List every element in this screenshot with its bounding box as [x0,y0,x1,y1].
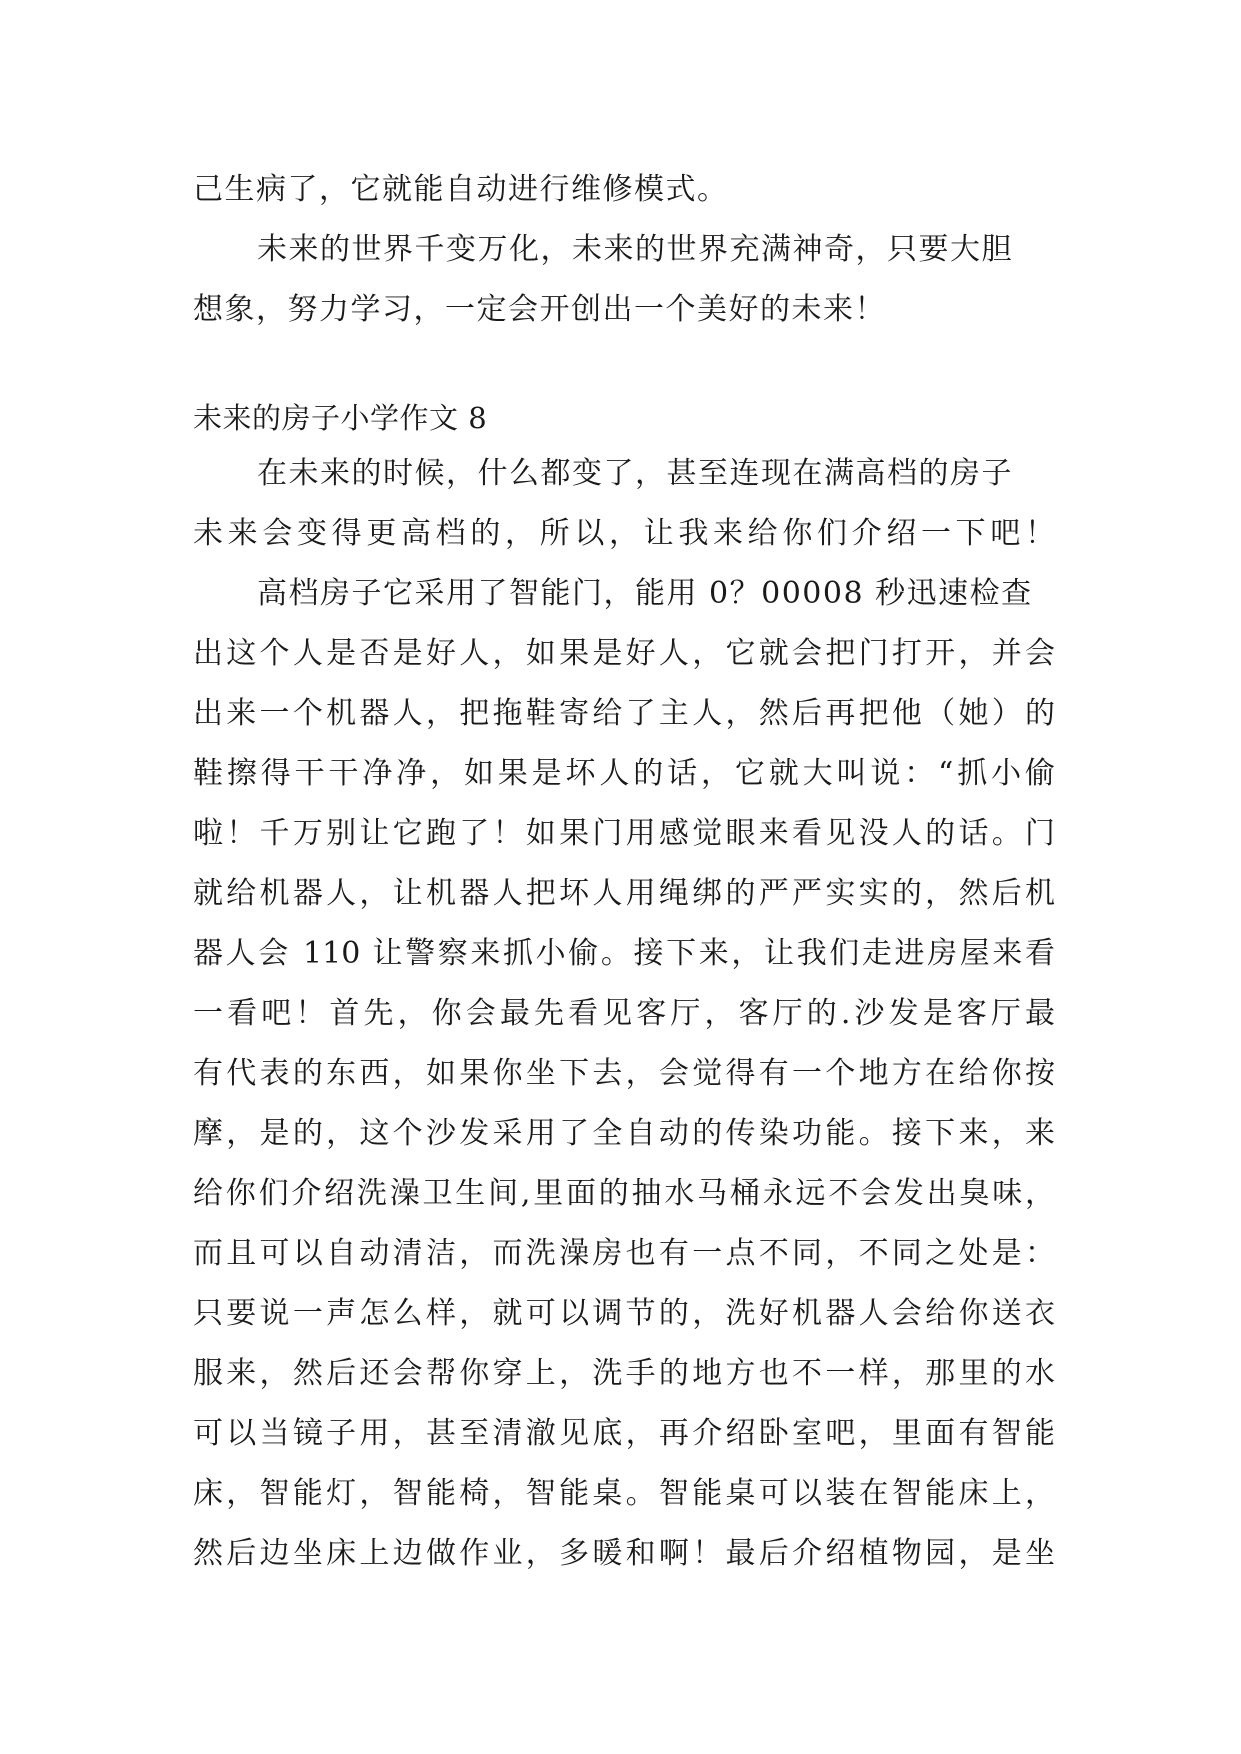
paragraph-line: 只要说一声怎么样，就可以调节的，洗好机器人会给你送衣 [193,1296,1055,1331]
section-heading: 未来的房子小学作文 8 [193,401,488,435]
paragraph-line: 器人会 110 让警察来抓小偷。接下来，让我们走进房屋来看 [193,936,1055,971]
paragraph-line: 出这个人是否是好人，如果是好人，它就会把门打开，并会 [193,636,1055,671]
paragraph-line: 而且可以自动清洁，而洗澡房也有一点不同，不同之处是： [193,1236,1055,1271]
paragraph-line: 一看吧！首先，你会最先看见客厅，客厅的.沙发是客厅最 [193,996,1055,1031]
paragraph-line: 服来，然后还会帮你穿上，洗手的地方也不一样，那里的水 [193,1356,1055,1391]
paragraph-line: 可以当镜子用，甚至清澈见底，再介绍卧室吧，里面有智能 [193,1416,1055,1451]
paragraph-line: 出来一个机器人，把拖鞋寄给了主人，然后再把他（她）的 [193,696,1055,731]
paragraph-line: 己生病了，它就能自动进行维修模式。 [193,172,729,207]
paragraph-line: 然后边坐床上边做作业，多暖和啊！最后介绍植物园，是坐 [193,1536,1055,1571]
document-body [193,160,1055,1584]
paragraph-line: 未来的世界千变万化，未来的世界充满神奇，只要大胆 [257,232,1013,267]
paragraph-line: 给你们介绍洗澡卫生间,里面的抽水马桶永远不会发出臭味， [193,1176,1055,1211]
paragraph-line: 在未来的时候，什么都变了，甚至连现在满高档的房子 [257,456,1013,491]
paragraph-line: 床，智能灯，智能椅，智能桌。智能桌可以装在智能床上， [193,1476,1055,1511]
paragraph-line: 鞋擦得干干净净，如果是坏人的话，它就大叫说：“抓小偷 [193,756,1055,791]
paragraph-line: 未来会变得更高档的，所以，让我来给你们介绍一下吧！ [193,516,1055,551]
paragraph-line: 啦！千万别让它跑了！如果门用感觉眼来看见没人的话。门 [193,816,1055,851]
paragraph-line: 高档房子它采用了智能门，能用 0？00008 秒迅速检查 [257,576,1033,611]
paragraph-line: 就给机器人，让机器人把坏人用绳绑的严严实实的，然后机 [193,876,1055,911]
paragraph-line: 想象，努力学习，一定会开创出一个美好的未来！ [193,292,886,327]
paragraph-line: 摩，是的，这个沙发采用了全自动的传染功能。接下来，来 [193,1116,1055,1151]
paragraph-line: 有代表的东西，如果你坐下去，会觉得有一个地方在给你按 [193,1056,1055,1091]
